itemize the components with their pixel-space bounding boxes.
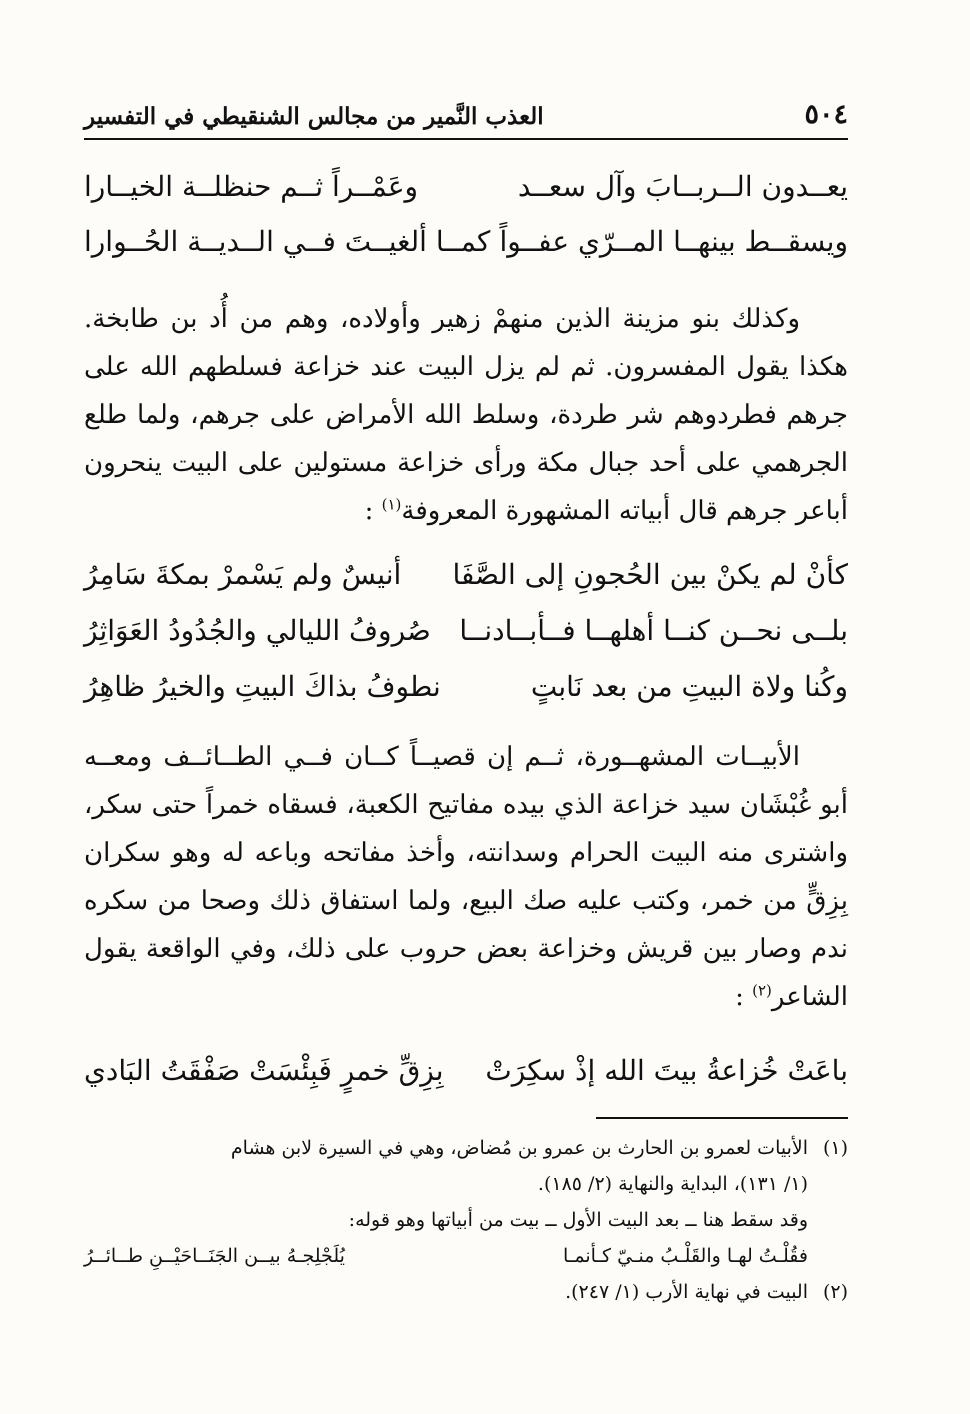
paragraph-tail: : — [364, 496, 382, 526]
verse-hemistich-first: ويسقــط بينهــا المــرّي عفــواً — [499, 225, 848, 258]
page-header — [84, 86, 848, 130]
footnote-1-note: وقد سقط هنا ــ بعد البيت الأول ــ بيت من أبياتها وهو قوله: — [348, 1209, 808, 1231]
page-number: ٥٠٤ — [804, 99, 848, 130]
footnote-verse — [84, 1238, 848, 1274]
paragraph-tail: : — [735, 982, 753, 1012]
footnote-verse-second: يُلَجْلِجـهُ بيــن الجَنَــاحَيْــنِ طــائــرُ — [84, 1245, 345, 1267]
footnotes — [84, 1130, 848, 1310]
verse-line — [84, 607, 848, 655]
verse-hemistich-first: بلــى نحــن كنــا أهلهــا فــأبــادنــا — [459, 614, 848, 647]
verse-hemistich-second: أنيسٌ ولم يَسْمرْ بمكةَ سَامِرُ — [84, 558, 402, 591]
footnote-number: (١) — [822, 1137, 848, 1159]
verse-hemistich-first: كأنْ لم يكنْ بين الحُجونِ إلى الصَّفَا — [452, 558, 848, 591]
verse-hemistich-second: نطوفُ بذاكَ البيتِ والخيرُ ظاهِرُ — [84, 670, 441, 703]
footnote-1-cont: (١/ ١٣١)، البداية والنهاية (٢/ ١٨٥). — [537, 1173, 808, 1195]
footnote-text: البيت في نهاية الأرب (١/ ٢٤٧). — [565, 1281, 808, 1303]
paragraph-text: الأبيــات المشهــورة، ثــم إن قصيــاً كــان فــي الطــائــف ومعــه أبو غُبْشَان سيد خزاعة الذي بيده مفاتيح الكعبة، فسقاه خمراً حتى سكر، واشترى منه البيت الحرام وسدانته، وأخذ مفاتحه وباعه له وهو سكران بِزِقٍّ من خمر، وكتب عليه صك البيع، ولما استفاق ذلك وصحا من سكره ندم وصار بين قريش وخزاعة بعض حروب على ذلك، وفي الواقعة يقول الشاعر — [84, 742, 848, 1012]
verse-hemistich-second: بِزِقِّ خمرٍ فَبِئْسَتْ صَفْقَتُ البَادي — [84, 1054, 444, 1087]
paragraph-body — [84, 295, 848, 535]
footnote-ref: (١) — [381, 495, 402, 514]
verse-hemistich-first: باعَتْ خُزاعةُ بيتَ الله إذْ سكِرَتْ — [485, 1054, 848, 1087]
footnote-1 — [84, 1130, 848, 1166]
verse-line — [84, 551, 848, 599]
verse-hemistich-second: صُروفُ الليالي والجُدُودُ العَوَاثِرُ — [84, 614, 431, 647]
verse-line — [84, 218, 848, 266]
footnote-2 — [84, 1274, 848, 1310]
footnote-ref: (٢) — [752, 981, 772, 1000]
footnote-text: الأبيات لعمرو بن الحارث بن عمرو بن مُضاض، وهي في السيرة لابن هشام — [230, 1137, 808, 1159]
paragraph-body — [84, 733, 848, 1021]
footnote-rule — [596, 1117, 848, 1119]
footnote-verse-first: فقُلْـتُ لهـا والقَلْـبُ منـيّ كـأنمـا — [563, 1245, 808, 1267]
running-title: العذب النَّمير من مجالس الشنقيطي في التفسير — [84, 103, 544, 130]
verse-hemistich-first: يعــدون الــربــابَ وآل سعــد — [517, 170, 848, 203]
header-rule — [84, 138, 848, 140]
paragraph-text: وكذلك بنو مزينة الذين منهمْ زهير وأولاده، وهم من أُد بن طابخة. هكذا يقول المفسرون. ثم لم يزل البيت عند خزاعة فسلطهم الله على جرهم فطردوهم شر طردة، وسلط الله الأمراض على جرهم، ولما طلع الجرهمي على أحد جبال مكة ورأى خزاعة مستولين على البيت ينحرون أباعر جرهم قال أبياته المشهورة المعروفة — [84, 304, 848, 526]
verse-hemistich-first: وكُنا ولاة البيتِ من بعد نَابتٍ — [530, 670, 848, 703]
verse-hemistich-second: كمــا ألغيــتَ فــي الــديــة الحُــوارا — [84, 225, 491, 258]
verse-hemistich-second: وعَمْــراً ثــم حنظلــة الخيــارا — [84, 170, 419, 203]
footnote-number: (٢) — [822, 1281, 848, 1303]
verse-line — [84, 1047, 848, 1095]
verse-line — [84, 663, 848, 711]
verse-line — [84, 163, 848, 211]
